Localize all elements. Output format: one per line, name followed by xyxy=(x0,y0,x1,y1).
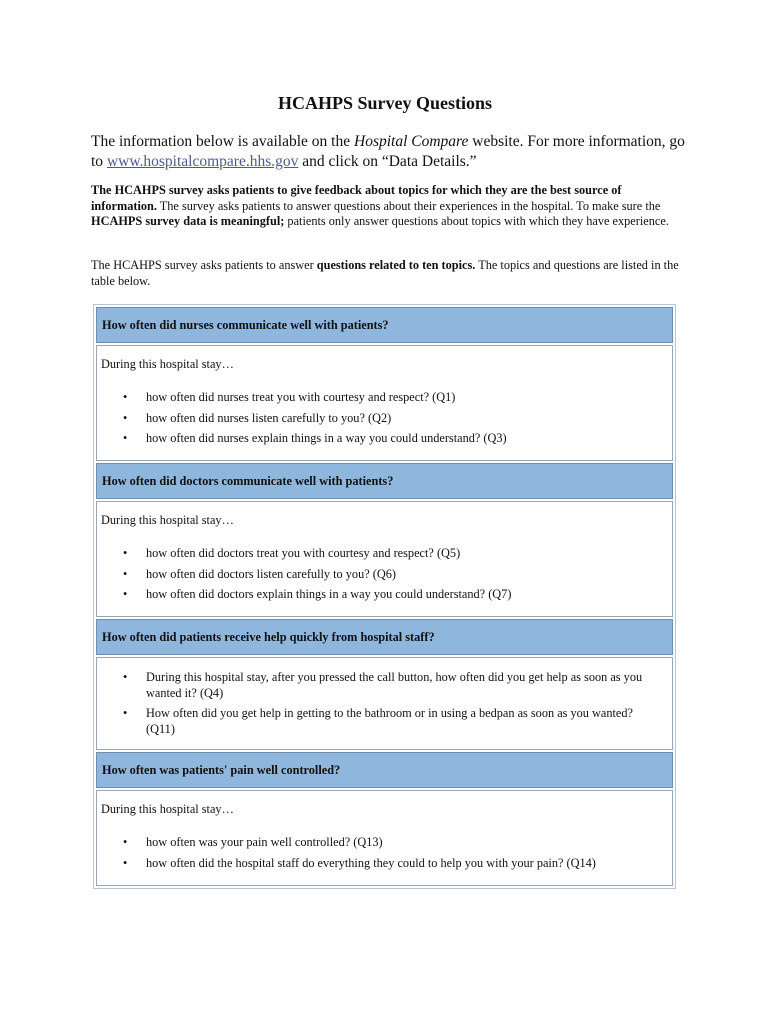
list-item xyxy=(97,835,672,851)
topics-paragraph xyxy=(91,258,683,289)
topic-body-nurses xyxy=(96,345,673,461)
feedback-bold-2: HCAHPS survey data is meaningful; xyxy=(91,214,285,228)
question-text: how often was your pain well controlled? (Q13) xyxy=(146,835,383,849)
bullet: • xyxy=(123,835,128,849)
list-item xyxy=(97,670,672,701)
intro-text-3: and click on “Data Details.” xyxy=(298,153,477,170)
list-item xyxy=(97,706,672,737)
feedback-text-2: patients only answer questions about topics with which they have experience. xyxy=(284,214,669,228)
question-list xyxy=(97,390,672,447)
question-text: how often did nurses listen carefully to you? (Q2) xyxy=(146,410,392,425)
feedback-paragraph xyxy=(91,183,683,230)
list-item xyxy=(97,546,672,562)
list-item xyxy=(97,567,672,583)
list-item xyxy=(97,411,672,427)
bullet: • xyxy=(123,390,128,404)
feedback-text-1: The survey asks patients to answer questions about their experiences in the hospital. To make sure the xyxy=(156,198,661,213)
question-list xyxy=(97,546,672,603)
question-text: how often did nurses treat you with courtesy and respect? (Q1) xyxy=(146,390,456,404)
bullet: • xyxy=(123,410,128,425)
question-text: During this hospital stay, after you pressed the call button, how often did you get help as soon as you wanted it? (Q4) xyxy=(146,670,643,700)
question-text: how often did nurses explain things in a way you could understand? (Q3) xyxy=(146,431,507,445)
page-title: HCAHPS Survey Questions xyxy=(277,93,493,113)
list-item xyxy=(97,856,672,872)
bullet: • xyxy=(123,566,128,581)
bullet: • xyxy=(123,546,128,560)
topic-body-help xyxy=(96,657,673,750)
bullet: • xyxy=(123,706,128,720)
question-list xyxy=(97,835,672,871)
intro-text: The information below is available on the xyxy=(91,133,354,150)
topic-lead: During this hospital stay… xyxy=(101,802,234,816)
question-text: how often did doctors explain things in a way you could understand? (Q7) xyxy=(146,587,512,601)
question-list xyxy=(97,670,672,737)
hospital-compare-name: Hospital Compare xyxy=(354,133,469,150)
topic-header-pain: How often was patients' pain well controlled? xyxy=(96,752,673,788)
intro-text-2: website. For more information, go to xyxy=(91,133,685,170)
topic-header-nurses: How often did nurses communicate well with patients? xyxy=(96,307,673,343)
bullet: • xyxy=(123,431,128,445)
feedback-bold-1: The HCAHPS survey asks patients to give feedback about topics for which they are the best source of information. xyxy=(91,183,622,213)
list-item xyxy=(97,587,672,603)
question-text: how often did the hospital staff do everything they could to help you with your pain? (Q14) xyxy=(146,855,596,870)
bullet: • xyxy=(123,670,128,684)
list-item xyxy=(97,390,672,406)
topic-body-pain xyxy=(96,790,673,886)
intro-paragraph xyxy=(91,132,691,172)
bullet: • xyxy=(123,855,128,870)
topics-text-1: The HCAHPS survey asks patients to answer xyxy=(91,258,317,272)
question-text: how often did doctors listen carefully to you? (Q6) xyxy=(146,566,396,581)
topic-lead: During this hospital stay… xyxy=(101,357,234,371)
topics-bold: questions related to ten topics. xyxy=(316,258,476,272)
topic-header-help: How often did patients receive help quickly from hospital staff? xyxy=(96,619,673,655)
topic-header-doctors: How often did doctors communicate well with patients? xyxy=(96,463,673,499)
question-text: How often did you get help in getting to the bathroom or in using a bedpan as soon as you wanted? (Q11) xyxy=(146,706,633,736)
list-item xyxy=(97,431,672,447)
topic-body-doctors xyxy=(96,501,673,617)
question-text: how often did doctors treat you with courtesy and respect? (Q5) xyxy=(146,546,461,560)
topics-text-2: The topics and questions are listed in the table below. xyxy=(91,258,679,288)
hospitalcompare-link[interactable]: www.hospitalcompare.hhs.gov xyxy=(106,153,299,170)
bullet: • xyxy=(123,587,128,601)
topic-lead: During this hospital stay… xyxy=(101,513,234,527)
